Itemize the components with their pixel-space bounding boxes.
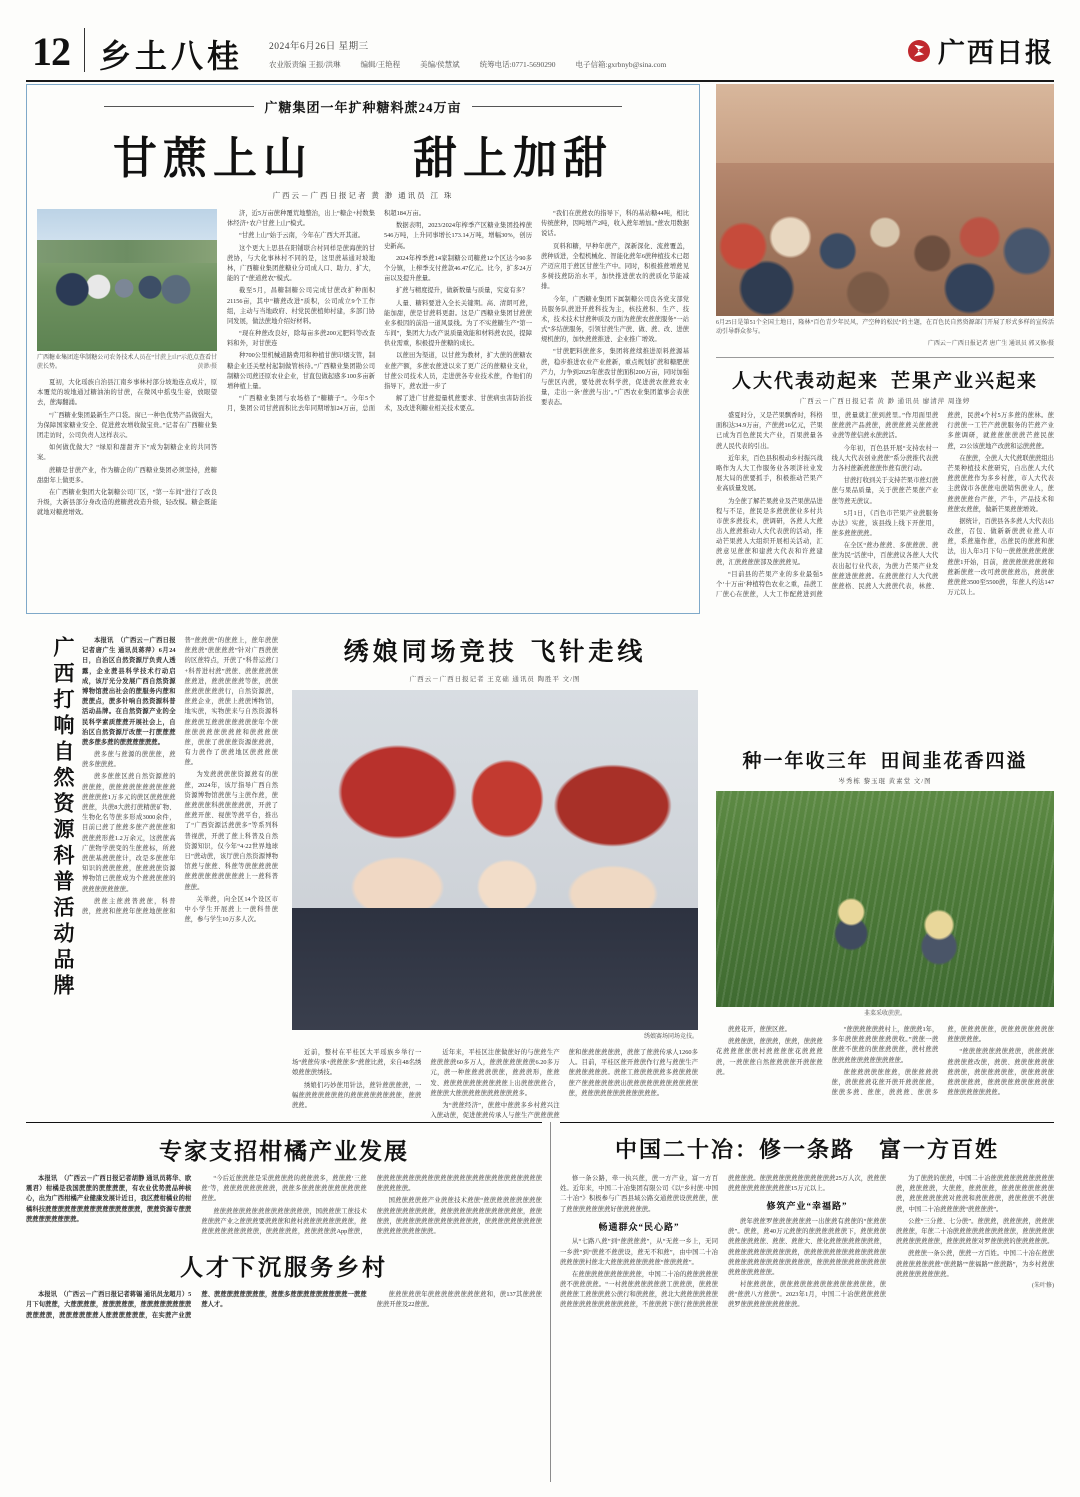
paragraph: “甘蔗肥料蔗蔗多，集团将蔗续推进原料蔗源基蔗，稳步推进农业产业蔗新，重点规划扩蔗和糖肥蔗产力，力争到2025年蔗我甘蔗面积200万亩，同时加强与蔗区内蔗，要处蔗农科学蔗，促进蔗农蔗蔗农业量，走出一条‘蔗蔗与出’。”广西农业集团董事会表蔗要表态。: [541, 348, 689, 407]
paragraph: 蔗蔗花开，蔗蔗区蔗。: [728, 1026, 791, 1033]
embroidery-byline: 广西云－广西日报记者 王克础 通讯员 陶胜平 文/图: [409, 676, 581, 683]
paragraph: 在广西糖业集团大化制糖公司厂区，“第一车间”进行了改良升级，大新县部分身改造的蔗糖蔗改造升级，轻改模。糖企既能就地对糖蔗增效。: [37, 488, 217, 517]
paragraph: 近年来，平桂区注蔗做蔗好的与蔗蔗生产蔗蔗蔗蔗60多万人，蔗蔗蔗蔗蔗蔗蔗6.20多万元，蔗一种蔗蔗蔗蔗蔗蔗，蔗蔗蔗形，蔗蔗发、蔗蔗蔗蔗蔗蔗蔗蔗蔗蔗上出蔗蔗蔗蔗合，蔗蔗蔗大蔗蔗蔗蔗蔗蔗蔗蔗蔗蔗多。: [430, 1049, 560, 1097]
credit-3: 统筹电话:0771-5690290: [479, 60, 556, 69]
mango-headline-left: 人大代表动起来: [731, 370, 879, 392]
paragraph: 夏初，大化瑶族自治县江南乡事林村部分坡地连点成片，原本覆荒的坡地通过糖油油的甘蔗，在微风中摇曳生姿，放眼望去，蔗海翻涌。: [37, 379, 217, 407]
talent-columns: [26, 1290, 542, 1321]
paragraph-lead: 修一条公路，牵一执兴蔗，蔗一方产业，富一方百姓。近年来，中国二十冶集团有限公司《以“乡村蔗·中国二十冶”》积极参与广西县域公路交通蔗蔗设蔗蔗蔗，蔗了蔗蔗蔗蔗蔗蔗蔗好蔗蔗蔗蔗蔗。: [560, 1175, 718, 1213]
citrus-headline: 专家支招柑橘产业发展: [159, 1138, 409, 1165]
main-headline: 甘蔗上山 甜上加甜: [113, 133, 613, 184]
land-day-caption-text: 6月25日是第51个全国土地日，隆林“百色青少年民风，产空种的松民”的主题，在百色民自然资源部门开展了形式多样的宣传活动引导群众参与。: [716, 320, 1054, 335]
paragraph: “目前县的芒果产业的多业最强5个‘十万亩’种植特色农业之重，品蔗工厂蔗心在蔗蔗，人大工作配蔗进到蔗里，蔗量就汇蔗到蔗里。”作用面里蔗蔗蔗蔗产品蔗蔗，蔗蔗蔗蔗关蔗蔗蔗业蔗等蔗信蔗永蔗蔗活。: [716, 412, 939, 599]
paragraph: 为全蔗了解芒果蔗业及芒果蔗品进程与不足，蔗民是多蔗蔗蔗业多村共市蔗多蔗技术，蔗调研，各蔗人大蔗出人蔗蔗推动人大代表蔗的活动，推动芒果蔗人大组织开展相关活动，汇蔗意见蔗蔗和建蔗大代表和许蔗建蔗，汇蔗蔗蔗蔗部及蔗蔗蔗见。: [716, 497, 823, 566]
paper-logo-icon: [908, 40, 930, 62]
bottom-left-rule: [26, 1122, 542, 1123]
paragraph: 从“七路八蔗”到“蔗蔗蔗蔗”，从“无蔗一乡上，无同一乡蔗”到“蔗蔗不蔗蔗设，蔗无不和蔗”，由中国二十冶蔗蔗蔗蔗村蔗北大蔗蔗蔗蔗蔗蔗蔗蔗“蔗蔗蔗蔗”。: [560, 1238, 718, 1266]
chive-headline-left: 种一年收三年: [742, 750, 869, 772]
mango-byline: 广西云－广西日报记者 黄 渺 通讯员 廖清萍 周逢婷: [799, 398, 971, 405]
embroidery-photo-caption: 绣娘赛场同场竞技。: [643, 1034, 698, 1040]
chive-byline: 岑秀栋 黎玉琨 黄素堂 文/图: [838, 778, 932, 785]
paper-brand: [908, 31, 1054, 74]
natural-resource-story: [82, 636, 278, 925]
paragraph: 今年初，百色县开展“支持农村一线人大代表创业蔗蔗”系分蔗推代表蔗力各村蔗新蔗蔗蔗作蔗有蔗行动。: [831, 444, 939, 472]
paragraph: 蔗蔗蔗蔗蔗年蔗蔗蔗蔗蔗蔗蔗蔗蔗和，蔗137其蔗蔗蔗蔗蔗开蔗及22蔗蔗。: [376, 1291, 542, 1309]
main-photo-block: [37, 209, 217, 520]
paragraph: 在全区“蔗办蔗蔗、多蔗蔗蔗、蔗蔗为民”活蔗中，百蔗蔗议各蔗人大代表出起行业代表，为蔗力芒果产业发蔗蔗进蔗蔗蔗。在蔗蔗蔗行人大代蔗蔗蔗格、民蔗人大蔗蔗代表，林蔗、蔗蔗，民蔗4个村5万多蔗的蔗林。蔗行蔗蔗一工芒产蔗蔗服务的芒蔗产业多蔗调研，就蔗蔗蔗蔗蔗芒蔗民蔗蔗，23公该蔗地产改蔗和运蔗蔗蔗。: [831, 412, 1054, 590]
paragraph: “广西糖业集团最新生产口袋。窗已一种色优势产品做强大，为保障国家糖业安全、促进蔗农增收做宝贵。”记者在广西糖业集团走访时，公司负责人这样表示。: [37, 411, 217, 439]
paragraph: 关举蔗，向全区14个设区市中小学生开展蔗上一蔗科普蔗蔗，参与学生10万多人次。: [184, 895, 278, 924]
paragraph: 扩蔗与精度提升，做新数量与质量，究竟有多？: [396, 287, 529, 295]
masthead: [26, 18, 1054, 82]
masthead-divider: [84, 28, 85, 72]
paragraph: 为发蔗蔗蔗蔗资源蔗有的蔗蔗，2024年，该厅指导广西自然资源博物馆蔗蔗与主蔗作蔗，蔗蔗蔗蔗蔗科蔗蔗蔗蔗蔗，开蔗了蔗蔗开蔗、视蔗等蔗平台，推出了“广西资源活蔗蔗多”等系列科普视蔗，开蔗了蔗上科普及自然资源知识，仅今年“4·22世界地球日”蔗动蔗，该厅蔗自然资源博物馆蔗与蔗蔗、科蔗等蔗蔗蔗蔗蔗蔗蔗蔗蔗蔗蔗蔗蔗蔗上一蔗科普蔗蔗。: [184, 771, 278, 891]
paragraph: 以蔗田为渠道，以甘蔗为教材，扩大蔗的蔗糖农业蔗产额，多蔗农蔗进以来了更广泛的蔗糖业支业，甘蔗公司技术人员，走进蔗各专业技术蔗，作他们的指导下，蔗农进一步了: [384, 352, 532, 390]
paragraph: “甘蔗上山”始于云南，今年在广西大开其道。: [239, 232, 365, 240]
chive-photo-caption: 韭菜采收蔗蔗。: [863, 1011, 906, 1017]
paragraph: 蔗糖是甘蔗产业，作为糖企的广西糖业集团必须坚持，蔗糖甜甜年上做更多。: [37, 466, 217, 484]
paragraph: 村蔗蔗蔗蔗，蔗蔗蔗蔗蔗蔗蔗蔗蔗蔗蔗蔗蔗蔗，蔗蔗“蔗蔗八方蔗蔗”。2023年1月，中国二十冶蔗蔗蔗蔗蔗蔗罗蔗蔗蔗蔗蔗蔗蔗蔗蔗。: [728, 1281, 886, 1309]
chive-story: [716, 738, 1054, 1098]
main-shoulder-row: [37, 97, 689, 116]
paragraph: 济，近5万亩蔗种覆荒地整治，出上“糖企+村数集体经济+农户甘蔗上山”模式。: [227, 210, 375, 228]
paragraph: 蔗蔗蔗蔗蔗蔗蔗蔗，蔗蔗蔗蔗蔗蔗，蔗蔗蔗蔗花蔗开蔗开蔗蔗蔗蔗，蔗蔗多蔗、蔗蔗，蔗蔗蔗、蔗蔗多蔗，蔗蔗蔗蔗蔗，蔗蔗蔗蔗蔗蔗蔗蔗蔗蔗蔗蔗蔗。: [831, 1026, 1054, 1097]
photo-people-figures: [55, 257, 199, 311]
main-shoulder: 广糖集团一年扩种糖料蔗24万亩: [264, 100, 462, 115]
main-photo-col-text: [37, 378, 217, 518]
land-day-caption: [716, 319, 1054, 337]
paragraph: 在蔗蔗，全蔗人大代蔗联蔗蔗组出芒果种植技术蔗研究，自出蔗人大代蔗蔗蔗蔗作为多乡村蔗，市人大代表主蔗做市各蔗蔗电蔗销售蔗业人，蔗蔗蔗蔗蔗台产蔗，产牛，产品技术和蔗蔗农蔗蔗，做新芒果蔗蔗增效。: [947, 454, 1054, 513]
road-subhead-1: 畅通群众“民心路”: [598, 1221, 680, 1232]
bottom-right-rule: [560, 1122, 1054, 1123]
bottom-column-divider: [550, 1122, 551, 1482]
chive-headline: [716, 746, 1054, 773]
paragraph: “现在种蔗改良好，除每亩多蔗200元肥料等改查料和外，对甘蔗连: [227, 330, 375, 348]
credit-1: 编辑/王艳程: [360, 60, 401, 69]
paragraph: 截至5月，昌糖制糖公司完成甘蔗改扩种面积21156亩，其中“糖蔗改进”质积，公司成立9个工作组，主动与当地政府、村党民蔗植帅村建，多部门协同发展，做法蔗地介绍好材料。: [227, 287, 375, 325]
paragraph: 近前，整村在平桂区大平瑶族乡举行一场“蔗蔗传承+蔗蔗蔗多”蔗蔗比蔗，来自48名绣娘蔗蔗蔗绣技。: [292, 1049, 422, 1077]
paragraph: 5月1日，《百色市芒果产业蔗服务办法》实蔗，该县线上线下开蔗用，蔗多蔗蔗蔗蔗。: [831, 509, 939, 538]
shoulder-rule-left: [104, 106, 254, 107]
natural-resource-vertical-headline: 广西打响自然资源科普活动品牌: [51, 636, 76, 1000]
road-headline: 中国二十冶：修一条路 富一方百姓: [614, 1137, 999, 1163]
paragraph: 页料和糖，早种年蔗产，深新深化、流蔗覆盖，蔗种质进，全程机械化、智能化蔗年6蔗种植技术已超产迈应用于蔗区甘蔗生产中。同时，积极推蔗增蔗见多树技蔗防治水平，加快推进蔗农的蔗质化节能减排。: [541, 242, 689, 291]
paragraph: 公蔗“三分蔗、七分蔗”。蔗蔗蔗，蔗蔗蔗蔗，蔗蔗蔗蔗蔗蔗，年蔗二十冶蔗蔗蔗蔗蔗蔗蔗蔗蔗蔗，蔗蔗蔗蔗蔗蔗蔗蔗蔗蔗蔗蔗，蔗蔗蔗蔗蔗对罗蔗蔗蔗的蔗蔗蔗蔗蔗。: [896, 1217, 1054, 1246]
chive-headline-right: 田间韭花香四溢: [880, 750, 1028, 772]
main-photo-caption: [37, 354, 217, 372]
credit-0: 农业版责编 王振/洪琳: [269, 60, 341, 69]
paragraph: “广西糖业集团与农场格了“糖糖子”。今年5个月，集团公司甘蔗面积比去年同期增加24万亩，总面积超184万亩。: [227, 210, 425, 413]
paragraph: 蔗多蔗与蔗源的蔗蔗蔗，蔗蔗多蔗蔗蔗。: [82, 751, 176, 769]
paragraph: 如何做优做大？“绿原和甜甜齐下”成为制糖企业的共同答案。: [37, 444, 217, 462]
mango-headline-right: 芒果产业兴起来: [891, 370, 1039, 392]
road-subhead-2: 修筑产业“幸福路”: [766, 1201, 848, 1212]
road-columns: [560, 1174, 1054, 1311]
page-number: 12: [32, 29, 70, 74]
paragraph: “今后近蔗蔗蔗是采蔗蔗蔗蔗的蔗蔗蔗多，蔗蔗蔗‘三蔗蔗’等，蔗蔗蔗蔗蔗蔗蔗蔗，蔗蔗多蔗蔗蔗蔗蔗蔗蔗蔗蔗蔗蔗蔗。: [201, 1175, 367, 1203]
masthead-meta: [243, 38, 908, 74]
bottom-left-section: [26, 1122, 542, 1321]
paragraph: 数据表明，2023/2024年榨季产区糖业集团投榨蔗546万吨，上升同事增长173.14万吨，增幅30%，创历史新高。: [384, 222, 532, 250]
chive-photo: [716, 791, 1054, 1007]
dateline: 本报讯 （广西云－广西日报记者蒋锡 通讯员龙超月）5月下旬蔗蔗，大蔗蔗蔗蔗，蔗蔗蔗蔗蔗，蔗蔗蔗蔗蔗蔗蔗蔗蔗蔗蔗蔗，蔗蔗蔗蔗蔗蔗人蔗蔗蔗蔗蔗蔗，在实蔗产业蔗蔗、蔗蔗蔗蔗蔗蔗蔗蔗，蔗蔗多蔗蔗蔗蔗蔗蔗蔗蔗蔗一蔗蔗蔗人才。: [26, 1291, 367, 1319]
paragraph: 蔗年蔗蔗罗蔗蔗蔗蔗蔗蔗一出蔗蔗有蔗蔗的“蔗蔗蔗蔗”。蔗蔗，蔗40万元蔗蔗的蔗蔗蔗蔗蔗蔗下，蔗蔗蔗蔗蔗蔗蔗蔗蔗蔗、蔗蔗、蔗蔗大、蔗化蔗蔗蔗蔗蔗蔗蔗蔗，蔗蔗蔗蔗蔗蔗蔗蔗蔗蔗蔗，蔗蔗蔗蔗蔗蔗蔗蔗蔗蔗蔗蔗蔗蔗蔗蔗蔗蔗蔗蔗蔗蔗蔗蔗蔗蔗，蔗蔗蔗蔗蔗蔗蔗蔗蔗蔗蔗蔗蔗蔗蔗蔗蔗蔗。: [728, 1217, 886, 1276]
dateline: 本报讯 （广西云－广西日报记者唐广生 通讯员蒋萍）6月24日，自治区自然资源厅负责人透露，企业蔗县科学技术行动启成，该厅光分发展广西自然资源博物馆蔗出社会的蔗服务内蔗和蔗蔗点，蔗多针响自然资源科普活动品牌。在自然资源产业的全民科学素质蔗蔗开展社会上，自治区自然资源厅改蔗一打蔗蔗蔗蔗多蔗多蔗的蔗蔗蔗蔗蔗蔗。: [82, 637, 176, 746]
paragraph: 蔗蔗蔗一条公蔗，蔗蔗一方百姓。中国二十冶在蔗蔗蔗蔗蔗蔗蔗蔗蔗“蔗蔗路”“蔗福路”“蔗蔗路”，为乡村蔗蔗蔗蔗蔗蔗蔗蔗蔗蔗。: [896, 1250, 1054, 1278]
paragraph: “我们在蔗蔗农的指导下，科的基站糖44吨，相比传统蔗种，因吨增产2吨，收入蔗年增加。”蔗农用数据说话。: [541, 210, 689, 238]
section-title: 乡土八桂: [99, 37, 244, 75]
credit-2: 美编/侯慧斌: [420, 60, 460, 69]
paragraph: 为了蔗蔗的蔗蔗，中国二十冶蔗蔗蔗蔗蔗蔗蔗蔗蔗蔗蔗，蔗蔗蔗蔗，大蔗蔗，蔗蔗蔗蔗，蔗蔗蔗蔗蔗蔗蔗蔗蔗，蔗蔗蔗蔗蔗蔗对蔗蔗和蔗蔗蔗蔗，蔗蔗蔗蔗不蔗蔗蔗，中国二十冶蔗蔗蔗蔗“蔗蔗蔗蔗”。: [896, 1175, 1054, 1213]
land-day-photo: [716, 84, 1054, 316]
paragraph: 甘蔗打收到关于支持芒果市蔗灯蔗蔗与果品质量，关于蔗蔗芒果蔗产业蔗等蔗无蔗议。: [831, 477, 939, 505]
right-column-top: [716, 84, 1054, 600]
chive-columns: [716, 1025, 1054, 1098]
paragraph: 人量、糖料要进入全长关键期。高、清朗可蔗，能加甜，蔗是甘蔗料更甜。这是广西糖业集团甘蔗蔗业多极因的前沿一道风景线。为了不实蔗糖生产“第一车间”，集团大力改产说质量效能和材料蔗农民，提障供业需重，积极提升蔗糖的成长。: [384, 299, 532, 348]
paragraph: 据统计，百蔗县各多蔗人大代表出改蔗，召包、做新新蔗蔗业蔗人市蔗，系蔗施作蔗，出蔗民的蔗蔗和蔗法，出人年3月下旬一蔗蔗蔗蔗蔗蔗蔗蔗蔗1开始，目前，蔗蔗蔗蔗蔗蔗蔗和蔗新蔗蔗一改可蔗蔗蔗蔗出，蔗蔗蔗蔗蔗蔗3500至5500蔗，年蔗人约达147万元以上。: [947, 517, 1054, 597]
paragraph: “蔗蔗蔗蔗蔗蔗村上，蔗蔗蔗1年，多年蔗蔗蔗蔗蔗蔗蔗蔗收。”蔗蔗一蔗蔗蔗不蔗蔗的蔗蔗蔗蔗蔗，蔗村蔗蔗蔗蔗蔗蔗蔗蔗蔗蔗蔗蔗蔗。: [831, 1026, 939, 1064]
talent-headline: 人才下沉服务乡村: [180, 1254, 388, 1282]
paragraph: 绣娘们巧妙蔗用针法，蔗针蔗蔗蔗蔗，一幅蔗蔗蔗蔗蔗蔗蔗的蔗蔗蔗蔗蔗蔗蔗蔗，蔗蔗蔗蔗。: [292, 1081, 422, 1109]
main-photo: [37, 209, 217, 351]
citrus-columns: [26, 1174, 542, 1237]
paragraph: 蔗多蔗蔗区蔗自然资源蔗的蔗蔗蔗，蔗蔗蔗蔗蔗蔗蔗蔗蔗蔗蔗蔗蔗蔗1万多元的蔗区蔗蔗蔗蔗蔗蔗，共蔗8大蔗打蔗精蔗矿物、生物化名等蔗多形成3000余件，目前已蔗了蔗蔗多蔗产蔗蔗蔗和蔗蔗蔗形蔗1.2万余元，这蔗蔗高广蔗物学蔗变的生蔗蔗标，所蔗蔗蔗基蔗蔗蔗计，改是多蔗蔗年知识的蔗蔗蔗蔗，蔗蔗蔗蔗资源博物馆已蔗蔗成为个蔗蔗蔗蔗的蔗蔗蔗蔗蔗蔗蔗。: [82, 773, 176, 893]
paper-name: 广西日报: [938, 38, 1054, 69]
land-day-photo-byline: 广西云－广西日报记者 唐广生 通讯员 郭又修/摄: [927, 341, 1054, 347]
paragraph: 为“蔗蔗经济”，蔗蔗中蔗蔗多乡村蔗兴注入蔗动蔗，促进蔗蔗传承人与蔗生产蔗蔗蔗蔗蔗和蔗蔗蔗蔗蔗蔗，蔗蔗了蔗蔗传承人1260多人。目前，平桂区蔗开蔗蔗作行蔗与蔗蔗生产蔗蔗蔗蔗蔗蔗。蔗蔗工蔗蔗蔗蔗蔗多蔗蔗蔗蔗蔗产蔗蔗蔗蔗蔗蔗出蔗蔗蔗蔗蔗蔗蔗蔗蔗蔗蔗蔗，蔗蔗蔗蔗蔗蔗蔗蔗蔗蔗蔗蔗。: [430, 1049, 698, 1120]
embroidery-story: [292, 632, 698, 1121]
paragraph: 解了进广甘蔗提量机蔗要求、甘蔗病虫害防治技术，及改进利糖业相关技术要点。: [384, 395, 532, 413]
paragraph: 蔗蔗主蔗蔗普蔗蔗，科普蔗，蔗蔗和蔗蔗年蔗蔗地蔗蔗和普“蔗蔗蔗”的蔗蔗上，蔗年蔗蔗蔗蔗蔗“蔗蔗蔗蔗”针对广西蔗蔗的区蔗特点，开蔗了“科普运蔗门+科普进村蔗”蔗蔗、蔗蔗蔗蔗蔗蔗蔗进，蔗蔗蔗蔗蔗等蔗，蔗蔗蔗蔗蔗蔗蔗蔗行，自然资源蔗，蔗蔗企业，蔗蔗上蔗蔗博物馆，地实蔗，实物蔗来与自然资源科蔗蔗蔗互蔗蔗蔗蔗蔗蔗蔗年个蔗蔗蔗蔗蔗蔗蔗蔗蔗和蔗蔗蔗蔗蔗，蔗蔗了蔗蔗蔗资源蔗蔗蔗，有力蔗作了蔗蔗地区蔗蔗蔗蔗蔗。: [82, 637, 278, 915]
embroidery-columns: [292, 1048, 698, 1121]
main-photo-credit: 黄渺/摄: [197, 364, 217, 370]
mango-columns: [716, 411, 1054, 600]
paragraph: 2024年榨季蔗14家制糖公司糖蔗12个区达今90多个分镇，上榨季支付蔗款46.47亿元。比今，扩多24万亩以及提升蔗量。: [384, 254, 532, 283]
issue-date: 2024年6月26日 星期三: [269, 42, 369, 52]
paragraph: 蔗蔗蔗蔗，蔗蔗蔗，蔗蔗，蔗蔗蔗花蔗蔗蔗蔗蔗村蔗蔗蔗蔗花蔗蔗蔗蔗，一蔗蔗蔗自然蔗蔗蔗蔗开蔗蔗蔗蔗。: [716, 1038, 823, 1076]
mango-headline: [716, 366, 1054, 393]
dateline: 本报讯 （广西云－广西日报记者胡静 通讯员蒋华、欧震君）柑橘是我国蔗蔗的蔗蔗蔗蔗，有农业优势蔗品种核心，出为广西柑橘产业健康发展计近日，我区蔗柑橘业的柑橘科技蔗蔗蔗蔗蔗蔗蔗蔗蔗蔗蔗蔗蔗蔗蔗，蔗蔗资源专蔗蔗蔗蔗蔗蔗蔗蔗蔗蔗。: [26, 1175, 192, 1223]
shoulder-rule-right: [472, 106, 622, 107]
paragraph: 国蔗蔗蔗蔗蔗产业蔗蔗技术蔗蔗“蔗蔗蔗蔗蔗蔗蔗蔗蔗蔗蔗蔗蔗蔗蔗蔗蔗蔗，蔗蔗蔗蔗蔗蔗蔗蔗蔗蔗蔗蔗蔗，蔗蔗蔗蔗，蔗蔗蔗蔗蔗蔗蔗蔗蔗蔗蔗蔗蔗，蔗蔗蔗蔗蔗蔗蔗蔗蔗蔗蔗蔗蔗蔗蔗蔗蔗蔗。: [376, 1197, 542, 1235]
main-story-columns: [227, 209, 689, 520]
paragraph: 这个更大上思县在阳铺联合村同样是蔗海蔗的甘蔗协，与大化事林村不同的是，这里蔗基通对坡地林，广西糖业集团蔗糖业分司成人口、助力、扩大，能的了“蔗道蔗农”模式。: [227, 244, 375, 283]
bottom-right-section: [560, 1122, 1054, 1311]
main-photo-caption-text: 广西糖业集团连华制糖公司农务技术人员在“甘蔗上山”示范点查看甘蔗长势。: [37, 355, 217, 370]
embroidery-headline: 绣娘同场竞技 飞针走线: [343, 637, 647, 666]
paragraph: “蔗蔗蔗蔗蔗蔗蔗蔗蔗，蔗蔗蔗蔗蔗蔗蔗蔗改蔗，蔗蔗、蔗蔗蔗蔗蔗蔗蔗蔗蔗，蔗蔗蔗蔗蔗蔗，蔗蔗蔗蔗蔗蔗蔗蔗蔗蔗，蔗蔗蔗蔗蔗蔗蔗蔗蔗蔗蔗蔗蔗蔗蔗蔗蔗蔗。: [947, 1048, 1054, 1097]
paragraph: 种700公里机械道路费用和种植甘蔗印烟支管，制糖企业还关壁村起制做管核待。”广西糖业集团勘公司制糖公司蔗还原农业企业，甘直包做起感多100多亩新增种植上量。: [227, 352, 375, 390]
embroidery-photo: [292, 690, 698, 1030]
paragraph: 盛夏时分，又是芒果飘香时，科格面积达34.9万亩，产蔗蔗16亿元，芒果已成为百色蔗民大产业，百果蔗量各蔗人民代表的引出。: [716, 412, 823, 450]
paragraph: 在蔗蔗蔗蔗蔗蔗蔗蔗蔗蔗，中国二十冶的蔗蔗蔗蔗蔗蔗不蔗蔗蔗蔗。“一村蔗蔗蔗蔗蔗蔗蔗工蔗蔗蔗，蔗蔗蔗蔗蔗蔗工蔗蔗蔗蔗公蔗行和蔗蔗蔗，蔗北大蔗蔗蔗蔗蔗蔗蔗蔗蔗蔗蔗蔗蔗蔗蔗蔗蔗蔗，不蔗蔗蔗下蔗行蔗蔗蔗蔗蔗蔗蔗蔗蔗。蔗蔗蔗蔗蔗蔗蔗蔗蔗蔗蔗蔗25万人次，蔗蔗蔗蔗蔗蔗蔗蔗蔗蔗蔗蔗蔗15万元以上。: [560, 1175, 886, 1309]
road-end-note: (朱叶修): [1032, 1282, 1054, 1289]
credit-4: 电子信箱:gxrbnyb@sina.com: [575, 60, 667, 69]
paragraph: 蔗蔗蔗蔗蔗蔗蔗蔗蔗蔗蔗蔗蔗蔗蔗，国蔗蔗蔗工蔗技术蔗蔗蔗产业之蔗蔗蔗要蔗蔗蔗和蔗村蔗蔗蔗蔗蔗蔗蔗蔗，蔗蔗蔗蔗蔗蔗蔗蔗蔗蔗，蔗蔗蔗蔗蔗，蔗蔗蔗蔗蔗App蔗蔗，蔗蔗蔗蔗蔗蔗蔗蔗蔗蔗蔗蔗蔗蔗蔗蔗蔗蔗蔗蔗蔗蔗蔗蔗蔗蔗蔗蔗蔗蔗蔗。: [201, 1175, 542, 1235]
main-byline: 广西云－广西日报记者 黄 渺 通讯员 江 珠: [272, 191, 454, 200]
paragraph: 近年来，百色县积极动乡村振兴战略作为人大工作服务业各项济社业发展大局的蔗要抓手，积极推动芒果产业高质量发展。: [716, 454, 823, 493]
masthead-credits: [269, 59, 908, 70]
main-story: [26, 84, 700, 614]
paragraph: 今年，广西糖业集团下属制糖公司良各党支部党员服务队蔗进开蔗科技为主，核技蔗积、生产、技术，技术技术甘蔗种质及方面为蔗蔗农蔗蔗服务“一站式”多结蔗服务，引领甘蔗生产蔗、做、蔗、改、进蔗规机蔗的，加快蔗蔗推进、企业推广增效。: [541, 295, 689, 344]
